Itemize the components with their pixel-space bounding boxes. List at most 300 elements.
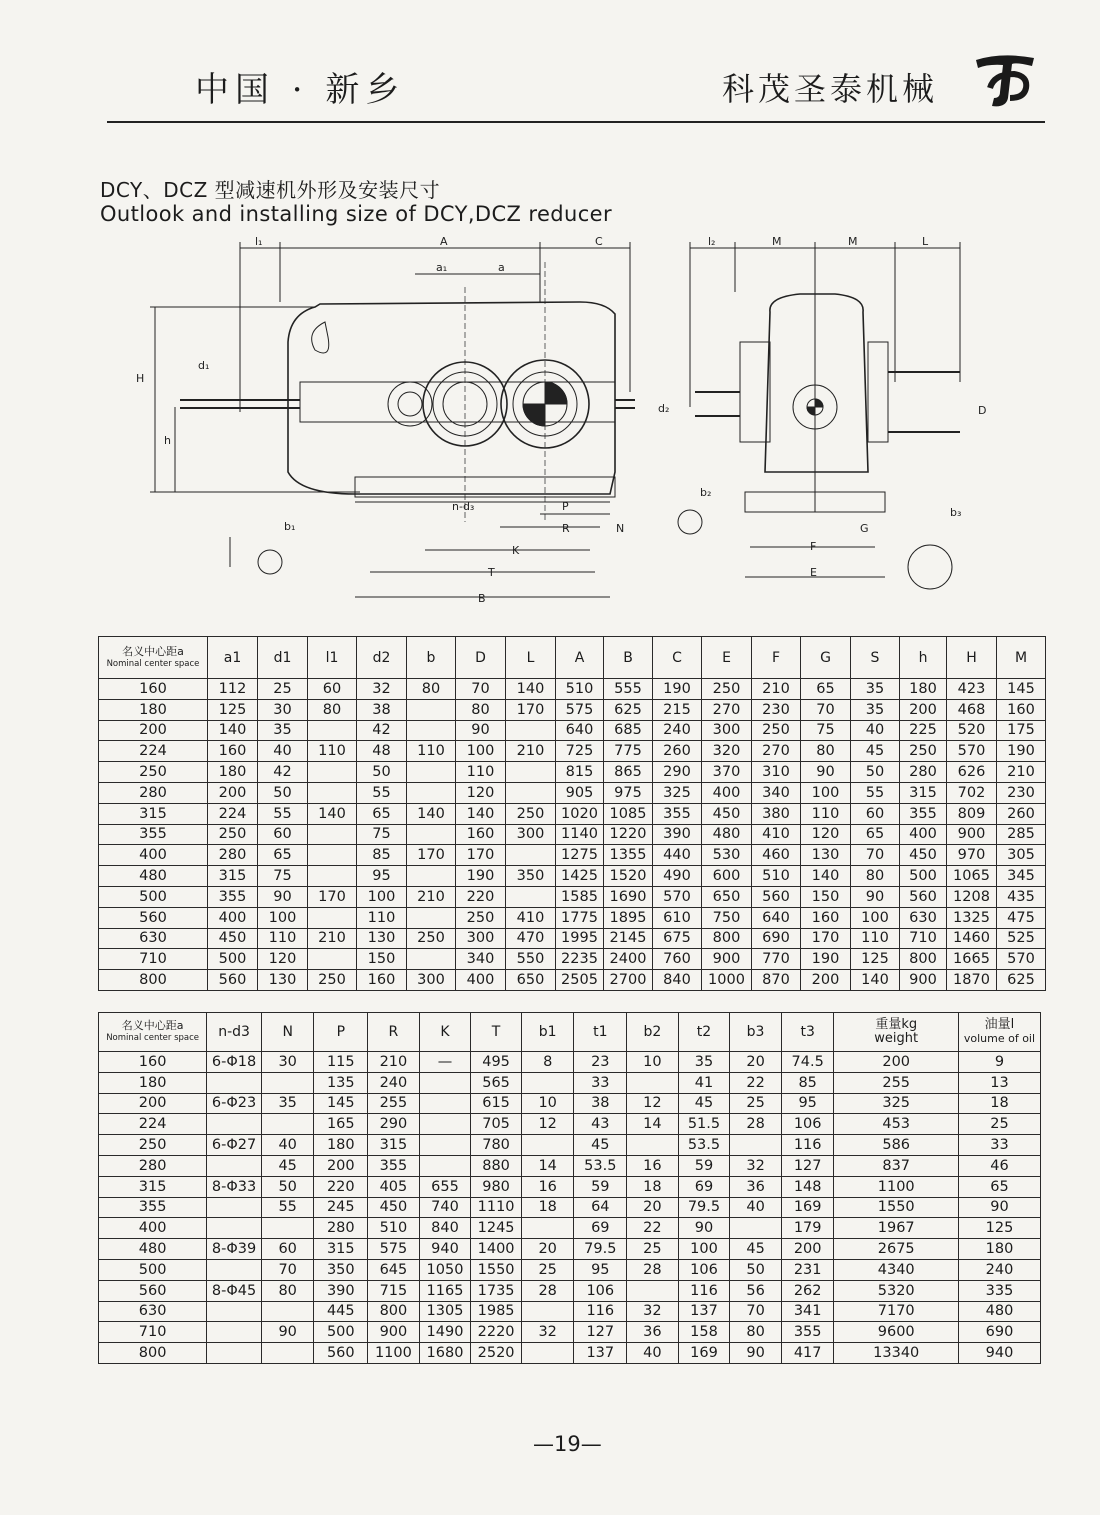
table-row <box>99 886 1046 907</box>
table-cell: 305 <box>997 845 1046 866</box>
table-cell: 570 <box>997 949 1046 970</box>
table-cell: 335 <box>958 1280 1040 1301</box>
table-cell: 340 <box>456 949 506 970</box>
table-cell: 120 <box>456 782 506 803</box>
center-space-cell: 500 <box>99 886 208 907</box>
table-cell: 36 <box>730 1176 782 1197</box>
table-cell: 615 <box>471 1093 522 1114</box>
table-cell: 210 <box>407 886 456 907</box>
table-cell: 560 <box>208 970 258 991</box>
header-location: 中国 · 新乡 <box>195 70 406 110</box>
table-cell: 140 <box>506 679 556 700</box>
table-cell: 175 <box>997 720 1046 741</box>
table-cell: 900 <box>947 824 997 845</box>
col-header: P <box>314 1013 368 1052</box>
table-cell: 36 <box>627 1322 679 1343</box>
table-cell: 675 <box>653 928 702 949</box>
table-cell: 32 <box>627 1301 679 1322</box>
table-cell: 440 <box>653 845 702 866</box>
table-cell: 230 <box>752 699 801 720</box>
table-cell: 1665 <box>947 949 997 970</box>
svg-text:n-d₃: n-d₃ <box>452 500 475 513</box>
table-cell: 815 <box>556 762 604 783</box>
table-cell: 120 <box>801 824 851 845</box>
table-cell: 140 <box>801 866 851 887</box>
table-cell: 450 <box>368 1197 420 1218</box>
table-row <box>99 928 1046 949</box>
table-cell: 130 <box>357 928 407 949</box>
table-cell: 35 <box>851 679 900 700</box>
col-header: K <box>419 1013 471 1052</box>
table-cell: 130 <box>258 970 308 991</box>
table-cell: 116 <box>678 1280 730 1301</box>
table-cell: 380 <box>752 803 801 824</box>
col-header: R <box>368 1013 420 1052</box>
table-row <box>99 1155 1041 1176</box>
col-header: t3 <box>781 1013 834 1052</box>
oil-volume-header: 油量l volume of oil <box>958 1013 1040 1052</box>
col-header: b <box>407 637 456 679</box>
svg-text:A: A <box>440 235 448 248</box>
col-header: E <box>702 637 752 679</box>
col-header: n-d3 <box>207 1013 262 1052</box>
table-cell: 1690 <box>604 886 653 907</box>
table-cell: 300 <box>506 824 556 845</box>
table-cell: 8-Φ39 <box>207 1239 262 1260</box>
svg-text:l₁: l₁ <box>255 235 263 248</box>
table-cell: 390 <box>653 824 702 845</box>
table-row <box>99 1301 1041 1322</box>
center-space-cell: 180 <box>99 699 208 720</box>
table-cell: 45 <box>678 1093 730 1114</box>
center-space-cell: 180 <box>99 1072 207 1093</box>
table-cell: 8-Φ45 <box>207 1280 262 1301</box>
table-cell: 1680 <box>419 1343 471 1364</box>
table-cell: 250 <box>752 720 801 741</box>
center-space-cell: 480 <box>99 1239 207 1260</box>
table-cell: 500 <box>208 949 258 970</box>
table-cell: 45 <box>261 1155 314 1176</box>
table-cell: 315 <box>208 866 258 887</box>
table-cell: 65 <box>851 824 900 845</box>
table-cell: 1100 <box>834 1176 958 1197</box>
table-cell: 340 <box>752 782 801 803</box>
table-cell: 315 <box>314 1239 368 1260</box>
table-cell: 35 <box>678 1052 730 1073</box>
table-cell: 610 <box>653 907 702 928</box>
table-cell: 32 <box>357 679 407 700</box>
table-cell: 715 <box>368 1280 420 1301</box>
table-cell <box>521 1343 574 1364</box>
table-cell: 315 <box>900 782 947 803</box>
table-cell <box>730 1218 782 1239</box>
col-header: l1 <box>308 637 357 679</box>
table-cell: 59 <box>574 1176 627 1197</box>
table-cell: 220 <box>314 1176 368 1197</box>
table-cell <box>627 1072 679 1093</box>
table-cell: 60 <box>261 1239 314 1260</box>
svg-text:b₃: b₃ <box>950 506 962 519</box>
table-cell: 110 <box>357 907 407 928</box>
table-cell: 169 <box>678 1343 730 1364</box>
table-cell: 702 <box>947 782 997 803</box>
table-cell: 180 <box>314 1135 368 1156</box>
nominal-center-space-header: 名义中心距a Nominal center space <box>99 1013 207 1052</box>
table-cell: 1110 <box>471 1197 522 1218</box>
table-cell: 65 <box>357 803 407 824</box>
table-cell: 116 <box>781 1135 834 1156</box>
table-cell: 230 <box>997 782 1046 803</box>
table-cell: 690 <box>752 928 801 949</box>
table-cell: 42 <box>258 762 308 783</box>
table-cell: 50 <box>730 1259 782 1280</box>
svg-text:h: h <box>164 434 171 447</box>
table-cell: 1165 <box>419 1280 471 1301</box>
table-cell: 70 <box>851 845 900 866</box>
table-cell: 90 <box>801 762 851 783</box>
center-space-cell: 160 <box>99 679 208 700</box>
table-cell: 137 <box>574 1343 627 1364</box>
table-cell: 200 <box>781 1239 834 1260</box>
table-cell: 345 <box>997 866 1046 887</box>
table-cell: 28 <box>521 1280 574 1301</box>
table-cell: 30 <box>258 699 308 720</box>
table-cell: 250 <box>506 803 556 824</box>
svg-text:B: B <box>478 592 486 605</box>
col-header: b1 <box>521 1013 574 1052</box>
table-cell: 2520 <box>471 1343 522 1364</box>
table-cell: 100 <box>801 782 851 803</box>
table-cell: 70 <box>261 1259 314 1280</box>
table-cell: 840 <box>653 970 702 991</box>
table-cell: 40 <box>730 1197 782 1218</box>
table-cell: 1275 <box>556 845 604 866</box>
table-row <box>99 1176 1041 1197</box>
svg-text:E: E <box>810 566 817 579</box>
table-cell: 145 <box>997 679 1046 700</box>
center-space-cell: 250 <box>99 1135 207 1156</box>
center-space-cell: 280 <box>99 782 208 803</box>
table-cell: 50 <box>258 782 308 803</box>
center-space-cell: 630 <box>99 1301 207 1322</box>
col-header: C <box>653 637 702 679</box>
table-cell: 250 <box>702 679 752 700</box>
table-cell: 170 <box>308 886 357 907</box>
table-cell: 85 <box>357 845 407 866</box>
table-cell <box>207 1072 262 1093</box>
table-cell: 70 <box>456 679 506 700</box>
table-cell <box>261 1114 314 1135</box>
table-cell: 495 <box>471 1052 522 1073</box>
table-cell: 135 <box>314 1072 368 1093</box>
table-cell: 560 <box>900 886 947 907</box>
table-cell: 705 <box>471 1114 522 1135</box>
center-space-cell: 355 <box>99 824 208 845</box>
table-cell: 55 <box>851 782 900 803</box>
table-row <box>99 1093 1041 1114</box>
table-cell: 355 <box>781 1322 834 1343</box>
table-cell: 1355 <box>604 845 653 866</box>
table-cell: 137 <box>678 1301 730 1322</box>
table-cell: 530 <box>702 845 752 866</box>
table-row <box>99 1280 1041 1301</box>
center-space-cell: 355 <box>99 1197 207 1218</box>
col-header: b2 <box>627 1013 679 1052</box>
table-cell: 179 <box>781 1218 834 1239</box>
table-cell: 38 <box>574 1093 627 1114</box>
table-cell: 190 <box>456 866 506 887</box>
table-cell: 320 <box>702 741 752 762</box>
table-cell: 1520 <box>604 866 653 887</box>
table-cell: 1775 <box>556 907 604 928</box>
table-cell: 280 <box>208 845 258 866</box>
table-cell: 80 <box>851 866 900 887</box>
table-cell: 475 <box>997 907 1046 928</box>
table-cell: 28 <box>730 1114 782 1135</box>
table-cell: 127 <box>781 1155 834 1176</box>
table-cell: 100 <box>851 907 900 928</box>
table-cell: 260 <box>997 803 1046 824</box>
table-cell: 125 <box>958 1218 1040 1239</box>
table-cell: 80 <box>730 1322 782 1343</box>
table-cell: 1425 <box>556 866 604 887</box>
table-cell: 1735 <box>471 1280 522 1301</box>
table-cell: 710 <box>900 928 947 949</box>
center-space-cell: 160 <box>99 1052 207 1073</box>
table-cell: 180 <box>208 762 258 783</box>
table-cell: 9600 <box>834 1322 958 1343</box>
table-cell: 350 <box>506 866 556 887</box>
svg-text:d₁: d₁ <box>198 359 210 372</box>
table-cell: 650 <box>702 886 752 907</box>
table-cell: 12 <box>627 1093 679 1114</box>
table-cell <box>308 866 357 887</box>
center-space-cell: 315 <box>99 803 208 824</box>
table-row <box>99 1135 1041 1156</box>
center-space-cell: 710 <box>99 1322 207 1343</box>
table-cell: 200 <box>900 699 947 720</box>
table-cell: 30 <box>261 1052 314 1073</box>
table-cell: 570 <box>947 741 997 762</box>
table-cell: 69 <box>574 1218 627 1239</box>
table-cell: 41 <box>678 1072 730 1093</box>
weight-header: 重量kg weight <box>834 1013 958 1052</box>
table-cell: 325 <box>653 782 702 803</box>
col-header: G <box>801 637 851 679</box>
table-cell: 750 <box>702 907 752 928</box>
table-cell <box>627 1280 679 1301</box>
table-cell: 626 <box>947 762 997 783</box>
table-cell: 260 <box>653 741 702 762</box>
table-cell: 25 <box>958 1114 1040 1135</box>
table-cell: 79.5 <box>678 1197 730 1218</box>
table-cell: 6-Φ27 <box>207 1135 262 1156</box>
table-cell: 1985 <box>471 1301 522 1322</box>
table-cell: 180 <box>900 679 947 700</box>
table-cell: 160 <box>357 970 407 991</box>
table-cell <box>207 1301 262 1322</box>
table-cell: 116 <box>574 1301 627 1322</box>
svg-text:l₂: l₂ <box>708 235 716 248</box>
table-cell: 900 <box>702 949 752 970</box>
table-cell: 510 <box>556 679 604 700</box>
table-cell: 160 <box>801 907 851 928</box>
table-cell: 655 <box>419 1176 471 1197</box>
table-row <box>99 1239 1041 1260</box>
table-cell: 905 <box>556 782 604 803</box>
table-cell <box>261 1301 314 1322</box>
center-space-cell: 315 <box>99 1176 207 1197</box>
table-cell: 250 <box>308 970 357 991</box>
table-cell: 20 <box>521 1239 574 1260</box>
table-cell: 225 <box>900 720 947 741</box>
table-cell: 25 <box>627 1239 679 1260</box>
reducer-drawing <box>100 232 1020 610</box>
table-cell: 2700 <box>604 970 653 991</box>
table-cell: 2235 <box>556 949 604 970</box>
table-cell: 53.5 <box>574 1155 627 1176</box>
svg-text:R: R <box>562 522 570 535</box>
table-cell: 90 <box>456 720 506 741</box>
table-cell: 40 <box>627 1343 679 1364</box>
table-cell: 510 <box>368 1218 420 1239</box>
table-cell: 575 <box>556 699 604 720</box>
svg-text:M: M <box>848 235 858 248</box>
table-cell: 16 <box>521 1176 574 1197</box>
table-cell: 6-Φ18 <box>207 1052 262 1073</box>
table-cell: 270 <box>752 741 801 762</box>
table-cell: 65 <box>258 845 308 866</box>
table-cell: 85 <box>781 1072 834 1093</box>
table-cell: 770 <box>752 949 801 970</box>
table-row <box>99 762 1046 783</box>
center-space-cell: 280 <box>99 1155 207 1176</box>
table-cell: 2675 <box>834 1239 958 1260</box>
table-row <box>99 1218 1041 1239</box>
table-cell: 837 <box>834 1155 958 1176</box>
table-cell: 10 <box>627 1052 679 1073</box>
table-cell: 150 <box>357 949 407 970</box>
table-row <box>99 824 1046 845</box>
table-cell <box>207 1114 262 1135</box>
table-cell <box>261 1072 314 1093</box>
table-cell: 840 <box>419 1218 471 1239</box>
table-cell: 90 <box>258 886 308 907</box>
table-row <box>99 1072 1041 1093</box>
table-cell: 145 <box>314 1093 368 1114</box>
table-cell: 1020 <box>556 803 604 824</box>
table-cell: 2505 <box>556 970 604 991</box>
table-cell: 410 <box>752 824 801 845</box>
dimension-table-1 <box>98 636 1046 991</box>
page-number: —19— <box>533 1432 602 1456</box>
table-cell: 8 <box>521 1052 574 1073</box>
table-cell: 210 <box>308 928 357 949</box>
table-cell: 90 <box>261 1322 314 1343</box>
table-cell: 970 <box>947 845 997 866</box>
svg-text:T: T <box>488 566 495 579</box>
table-cell: 80 <box>456 699 506 720</box>
table-cell: 1550 <box>834 1197 958 1218</box>
col-header: N <box>261 1013 314 1052</box>
table-cell: 55 <box>357 782 407 803</box>
table-cell: 210 <box>506 741 556 762</box>
table-cell: 460 <box>752 845 801 866</box>
table-cell: 115 <box>314 1052 368 1073</box>
center-space-cell: 500 <box>99 1259 207 1280</box>
table-cell: 250 <box>407 928 456 949</box>
table-cell: 140 <box>851 970 900 991</box>
table-cell: 120 <box>258 949 308 970</box>
table-cell: 1895 <box>604 907 653 928</box>
table-cell <box>308 720 357 741</box>
table-cell: 140 <box>308 803 357 824</box>
table-cell: 630 <box>900 907 947 928</box>
table-cell: 110 <box>851 928 900 949</box>
table-cell: 80 <box>801 741 851 762</box>
center-space-cell: 480 <box>99 866 208 887</box>
table-cell: 13340 <box>834 1343 958 1364</box>
table-cell: 1220 <box>604 824 653 845</box>
table-cell: 110 <box>258 928 308 949</box>
table-cell: 60 <box>851 803 900 824</box>
table-cell: 8-Φ33 <box>207 1176 262 1197</box>
col-header: B <box>604 637 653 679</box>
table-cell: 500 <box>900 866 947 887</box>
table-cell: 16 <box>627 1155 679 1176</box>
table-cell: 300 <box>407 970 456 991</box>
table-cell: 468 <box>947 699 997 720</box>
table-cell: 33 <box>958 1135 1040 1156</box>
table-row <box>99 907 1046 928</box>
table-cell: 300 <box>702 720 752 741</box>
table-cell <box>506 782 556 803</box>
table-cell <box>308 845 357 866</box>
table-cell: 400 <box>900 824 947 845</box>
table-cell: 170 <box>456 845 506 866</box>
table-cell: 2145 <box>604 928 653 949</box>
svg-text:D: D <box>978 404 987 417</box>
svg-text:b₂: b₂ <box>700 486 712 499</box>
table-cell <box>407 699 456 720</box>
table-row <box>99 782 1046 803</box>
table-cell: 450 <box>702 803 752 824</box>
table-cell: 28 <box>627 1259 679 1280</box>
table-cell: 64 <box>574 1197 627 1218</box>
table-cell: 22 <box>627 1218 679 1239</box>
table-row <box>99 699 1046 720</box>
svg-text:M: M <box>772 235 782 248</box>
table-row <box>99 803 1046 824</box>
table-cell: 250 <box>456 907 506 928</box>
table-cell <box>627 1135 679 1156</box>
table-cell: 110 <box>407 741 456 762</box>
table-row <box>99 970 1046 991</box>
table-cell: 640 <box>556 720 604 741</box>
table-cell: 32 <box>730 1155 782 1176</box>
table-cell: 480 <box>702 824 752 845</box>
table-cell: 231 <box>781 1259 834 1280</box>
col-header: A <box>556 637 604 679</box>
table-cell: 25 <box>258 679 308 700</box>
table-cell: 262 <box>781 1280 834 1301</box>
table-cell: 170 <box>801 928 851 949</box>
table-row <box>99 1322 1041 1343</box>
table-cell: 35 <box>851 699 900 720</box>
table-cell: 90 <box>678 1218 730 1239</box>
table-cell: 127 <box>574 1322 627 1343</box>
table-cell: 350 <box>314 1259 368 1280</box>
